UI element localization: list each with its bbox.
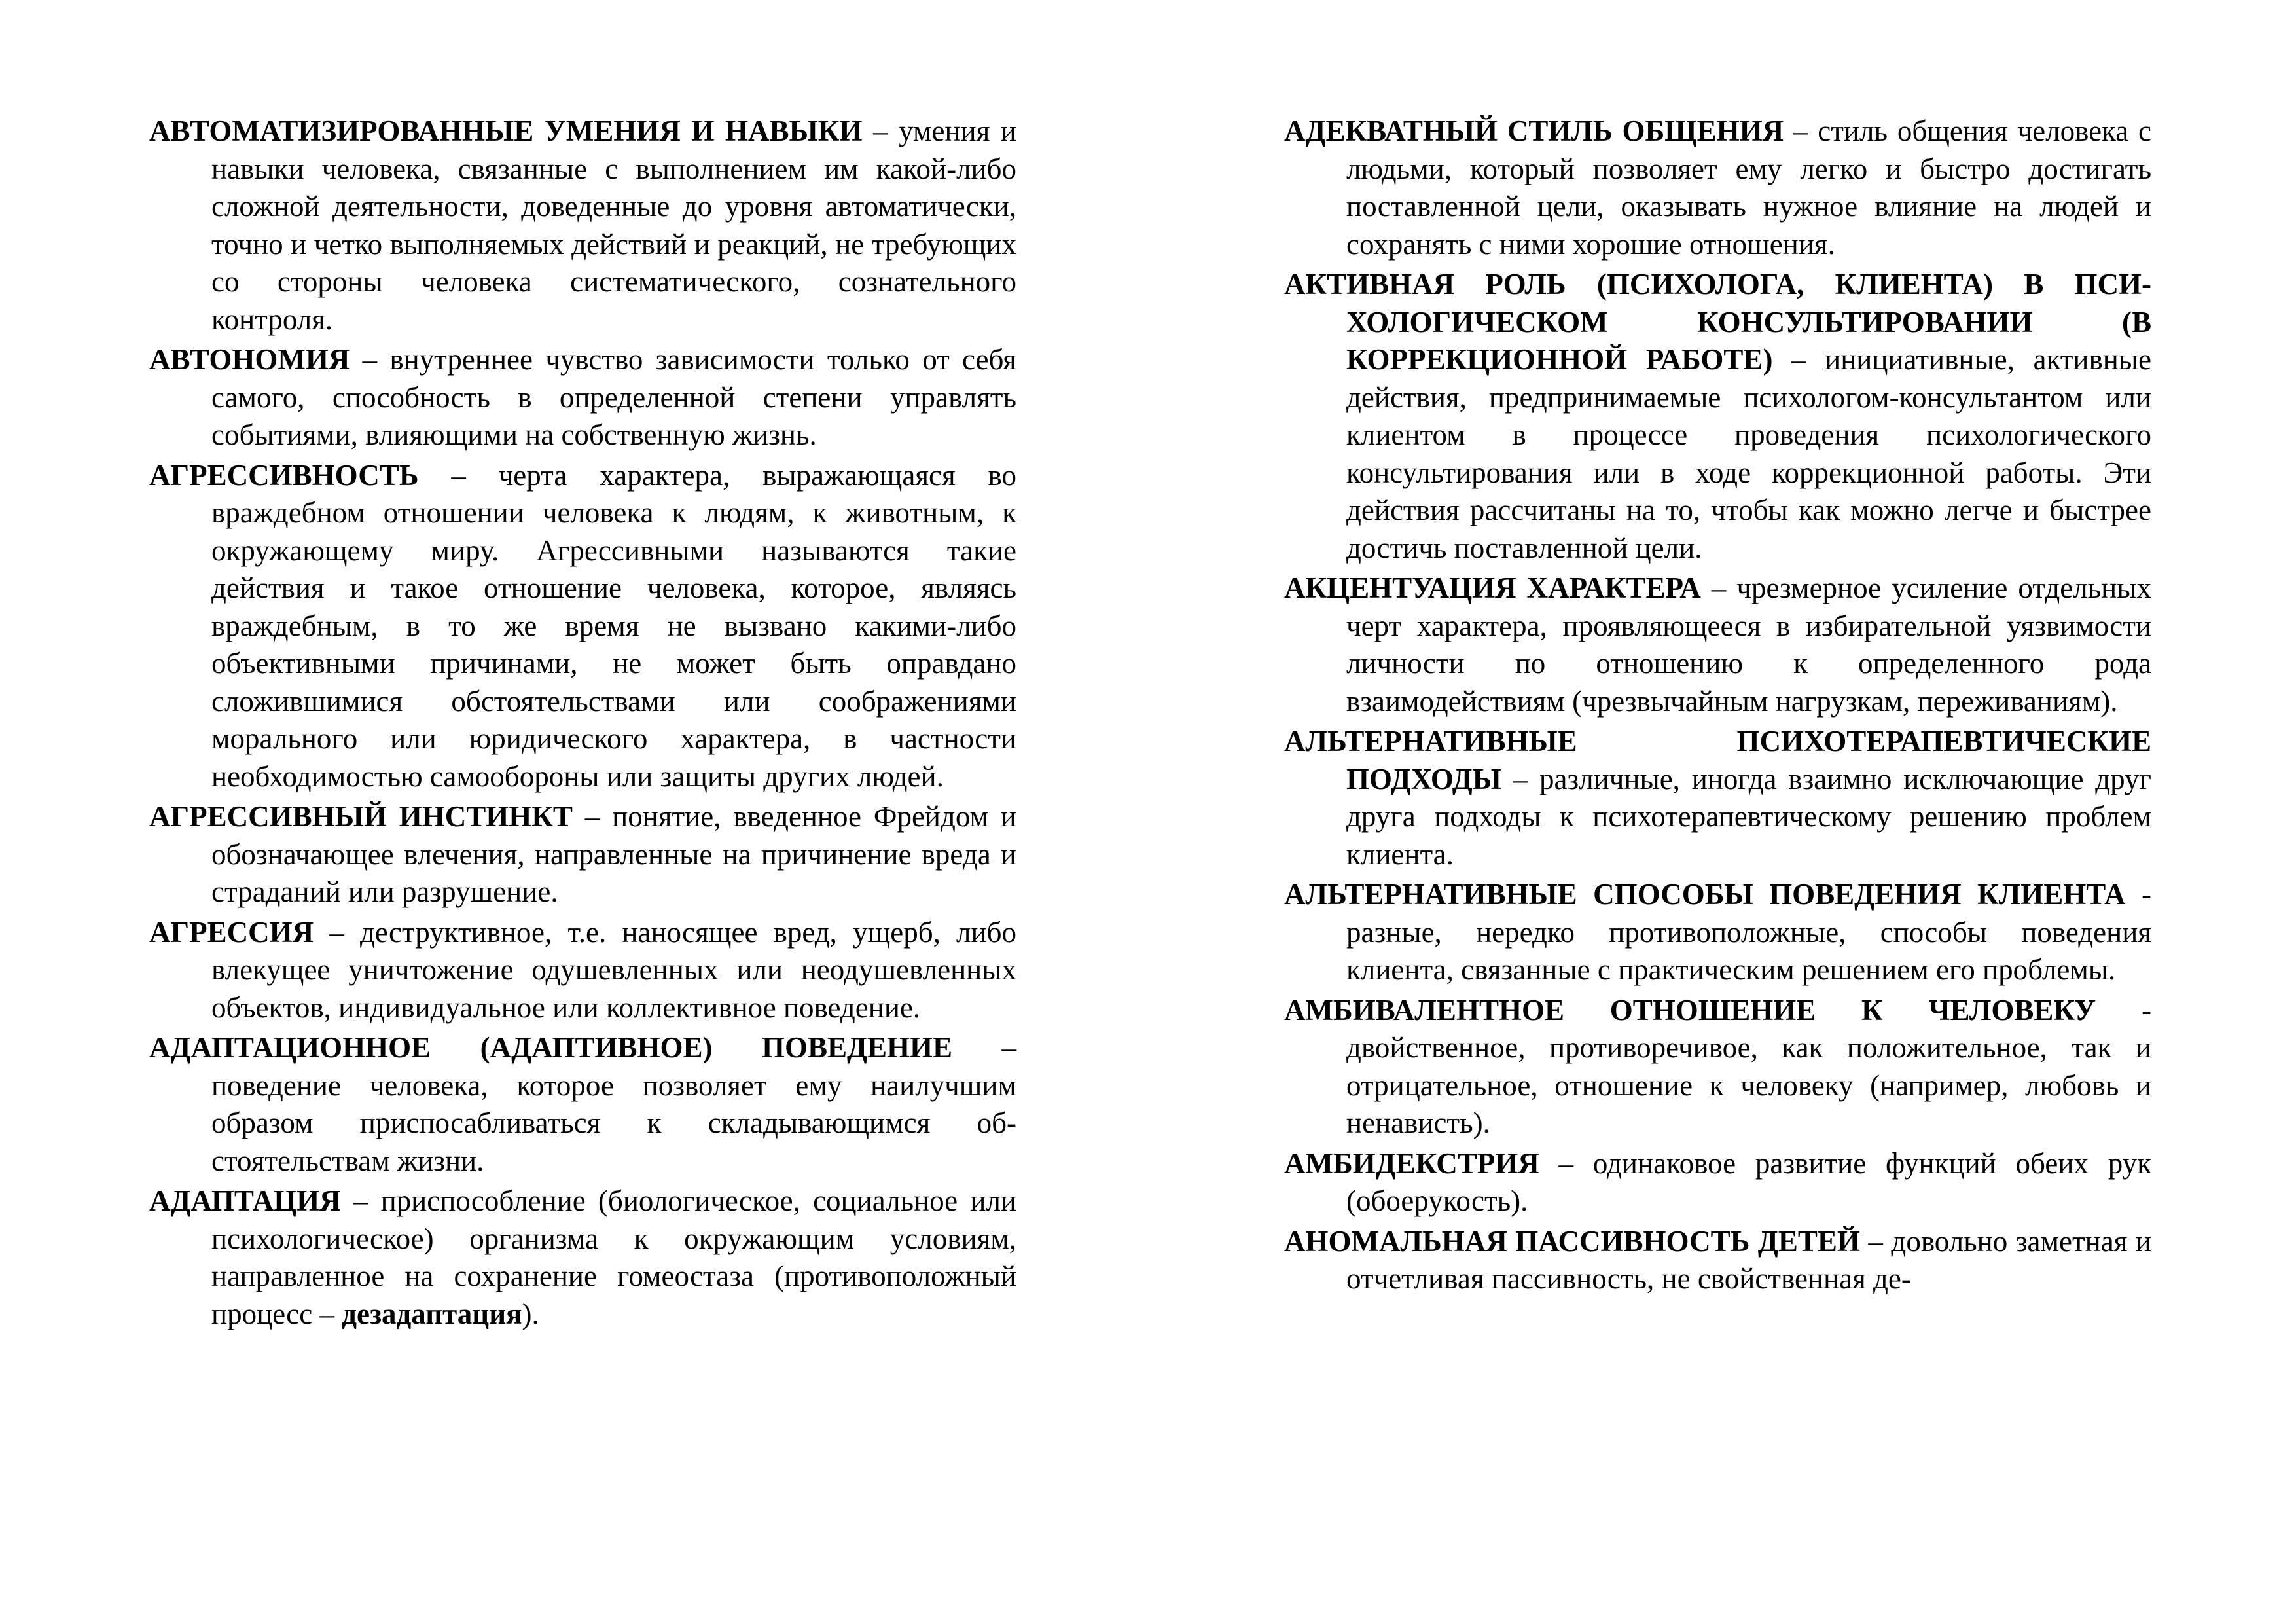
- glossary-entry: [149, 113, 1016, 338]
- entry-term: АКЦЕНТУАЦИЯ ХАРАКТЕРА: [1284, 572, 1701, 604]
- entry-term: АГРЕССИВНОСТЬ: [149, 458, 419, 492]
- entry-term: АДЕКВАТНЫЙ СТИЛЬ ОБЩЕНИЯ: [1284, 115, 1784, 147]
- glossary-entry: [1284, 992, 2151, 1142]
- entry-term: АГРЕССИВНЫЙ ИНСТИНКТ: [149, 800, 573, 833]
- entry-term: АДАПТАЦИОННОЕ (АДАПТИВНОЕ) ПОВЕДЕНИЕ: [149, 1031, 953, 1064]
- entry-definition: – чрезмерное усиление отдельных черт характера, проявляющееся в избирательной уязвимости личности по отношению к определенного рода взаимодействиям (чрезвычайным нагрузкам, переживаниям).: [1346, 572, 2151, 718]
- glossary-entry: [149, 341, 1016, 454]
- entry-definition: – внутреннее чувство зависимости только от себя самого, способность в определенной степени управлять событиями, влияющими на собственную жизнь.: [211, 343, 1016, 451]
- entry-definition: – приспособление (биологическое, социальное или психологическое) организма к окружающим условиям, направленное на сохранение гомеостаза (противоположный процесс –: [211, 1184, 1016, 1330]
- entry-definition: – одинаковое развитие функций обеих рук (обоерукость).: [1346, 1146, 2151, 1217]
- entry-definition: - двойственное, противоречивое, как положительное, так и отрицательное, отношение к человеку (например, любовь и ненависть).: [1346, 993, 2151, 1139]
- left-column: [149, 113, 1016, 1336]
- entry-definition: - разные, нередко противоположные, способы поведения клиента, связанные с практическим решением его проблемы.: [1346, 878, 2151, 986]
- entry-term: АМБИВАЛЕНТНОЕ ОТНОШЕНИЕ К ЧЕЛОВЕКУ: [1284, 993, 2096, 1027]
- entry-definition: – деструктивное, т.е. наносящее вред, ущерб, либо влекущее уничтожение одушевленных или неодушевленных объектов, индивидуальное или коллективное поведение.: [211, 915, 1016, 1024]
- entry-term: АЛЬТЕРНАТИВНЫЕ СПОСОБЫ ПОВЕДЕНИЯ КЛИЕНТА: [1284, 878, 2126, 911]
- entry-definition: – умения и навыки человека, связанные с выполнением им какой-либо сложной деятельности, доведенные до уровня автоматически, точно и четко выполняемых действий и реакций, не требующих со стороны человека систематического, сознательного контроля.: [211, 115, 1016, 336]
- entry-definition: – поведение человека, которое позволяет ему наилучшим образом приспосабливаться к складывающимся обстоятельствам жизни.: [211, 1031, 1017, 1177]
- glossary-entry: [149, 798, 1016, 911]
- glossary-entry: [149, 1182, 1016, 1333]
- entry-term: АВТОНОМИЯ: [149, 343, 350, 376]
- glossary-entry: [149, 1029, 1016, 1180]
- entry-definition: – различные, иногда взаимно исключающие друг друга подходы к психотерапевтическому решению проблем клиента.: [1346, 762, 2151, 871]
- entry-term: АЛЬТЕРНАТИВНЫЕ ПСИХОТЕРАПЕВТИЧЕСКИЕ ПОДХОДЫ: [1284, 725, 2151, 795]
- entry-term: АВТОМАТИЗИРОВАННЫЕ УМЕНИЯ И НАВЫКИ: [149, 115, 863, 147]
- glossary-entry: [149, 914, 1016, 1027]
- entry-term: АМБИДЕКСТРИЯ: [1284, 1146, 1539, 1180]
- glossary-entry: [1284, 1145, 2151, 1220]
- entry-definition: – понятие, введенное Фрейдом и обозначающее влечения, направленные на причинение вреда и страданий или разрушение.: [211, 800, 1016, 908]
- entry-definition: – инициативные, активные действия, предпринимаемые психологом-консультантом или клиентом в процессе проведения психологического консультирования или в ходе коррекционной работы. Эти действия рассчитаны на то, чтобы как можно легче и быстрее достичь поставленной цели.: [1346, 343, 2151, 564]
- glossary-entry: [1284, 876, 2151, 989]
- glossary-entry: [1284, 113, 2151, 263]
- entry-definition: – довольно заметная и отчетливая пассивность, не свойственная де-: [1346, 1224, 2151, 1295]
- entry-term: АГРЕССИЯ: [149, 915, 314, 949]
- entry-term: АКТИВНАЯ РОЛЬ (ПСИХОЛОГА, КЛИЕНТА) В ПСИХОЛОГИЧЕСКОМ КОНСУЛЬТИРОВАНИИ (В КОРРЕКЦИОННОЙ РАБОТЕ): [1284, 268, 2151, 376]
- entry-term: АНОМАЛЬНАЯ ПАССИВНОСТЬ ДЕТЕЙ: [1284, 1224, 1860, 1258]
- glossary-entry: [1284, 266, 2151, 567]
- glossary-entry: [149, 457, 1016, 796]
- entry-definition: – черта характера, выражающаяся во враждебном отношении человека к людям, к животным, к окружающему миру. Агрессивными называются такие действия и такое отношение человека, которое, являясь враждебным, в то же время не вызвано какими-либо объективными причинами, не может быть оправдано сложившимися обстоятельствами или соображениями морального или юридического характера, в частности необходимостью самообороны или защиты других людей.: [211, 458, 1016, 793]
- glossary-entry: [1284, 723, 2151, 873]
- cross-reference-term: дезадаптация: [342, 1297, 522, 1330]
- glossary-entry: [1284, 570, 2151, 720]
- right-column: [1284, 113, 2151, 1301]
- entry-definition-tail: ).: [522, 1297, 539, 1330]
- entry-definition: – стиль общения человека с людьми, который позволяет ему легко и быстро достигать поставленной цели, оказывать нужное влияние на людей и сохранять с ними хорошие отношения.: [1346, 115, 2151, 261]
- entry-term: АДАПТАЦИЯ: [149, 1184, 341, 1217]
- glossary-entry: [1284, 1223, 2151, 1298]
